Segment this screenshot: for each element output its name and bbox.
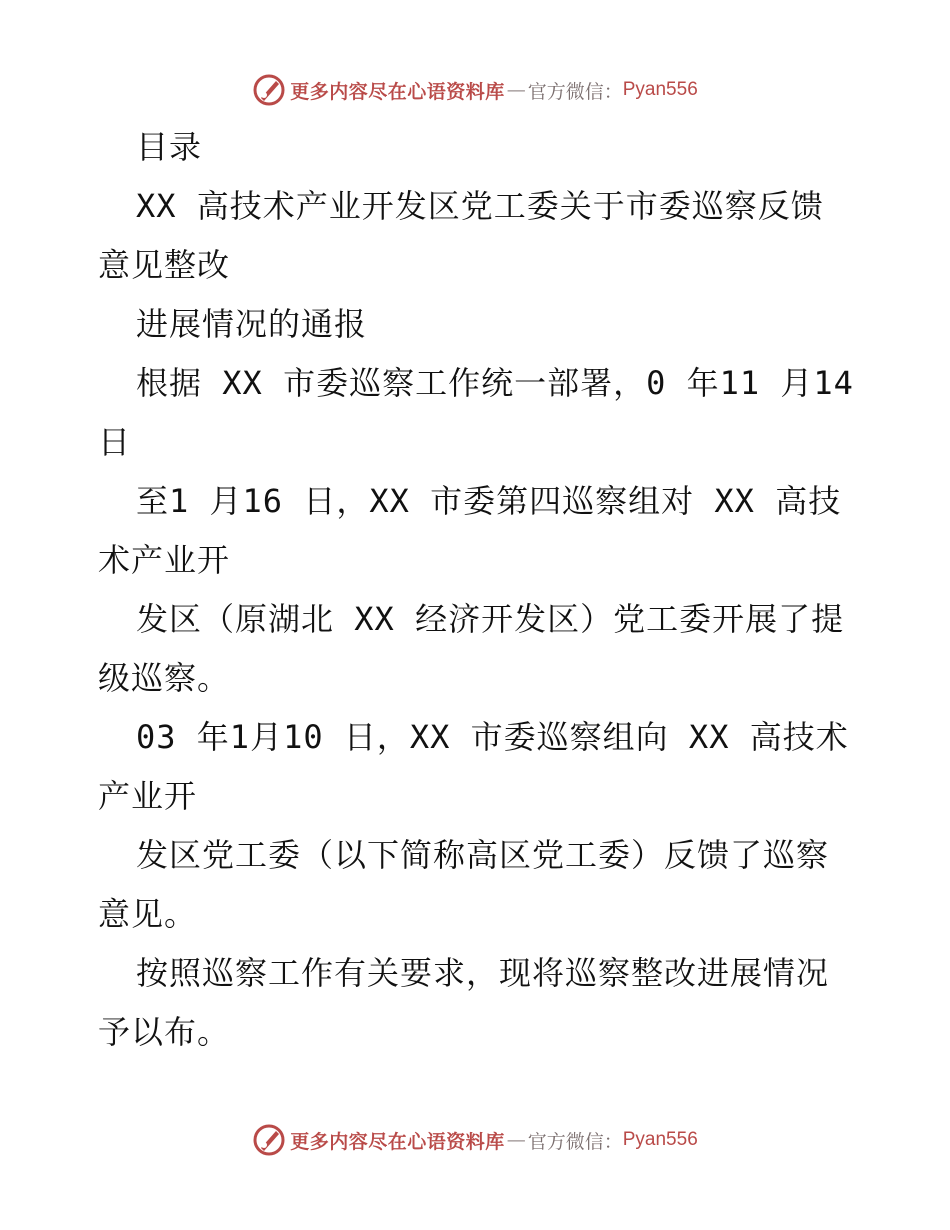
title-line-1: XX 高技术产业开发区党工委关于市委巡察反馈 bbox=[136, 187, 824, 225]
footer-wechat-id: Pyan556 bbox=[622, 1129, 698, 1150]
footer-banner bbox=[0, 1120, 950, 1160]
footer-wechat-label: 官方微信： bbox=[527, 1130, 623, 1153]
paragraph-line: 予以布。 bbox=[98, 1013, 231, 1051]
title-line-3: 进展情况的通报 bbox=[136, 305, 368, 343]
header-wechat-id: Pyan556 bbox=[622, 79, 698, 100]
document-body bbox=[98, 118, 858, 1062]
paragraph-line: 产业开 bbox=[98, 777, 198, 815]
paragraph-line: 根据 XX 市委巡察工作统一部署，0 年11 月14 bbox=[136, 364, 854, 402]
paragraph-line: 术产业开 bbox=[98, 541, 231, 579]
header-brand-text: 更多内容尽在心语资料库 bbox=[290, 80, 505, 103]
footer-brand-text: 更多内容尽在心语资料库 bbox=[290, 1130, 505, 1153]
paragraph-line: 意见。 bbox=[98, 895, 198, 933]
header-wechat-label: 官方微信： bbox=[527, 80, 623, 103]
paragraph-line: 03 年1月10 日，XX 市委巡察组向 XX 高技术 bbox=[136, 718, 849, 756]
header-separator: — bbox=[506, 79, 526, 101]
paragraph-line: 发区（原湖北 XX 经济开发区）党工委开展了提 bbox=[136, 600, 845, 638]
paragraph-line: 发区党工委（以下简称高区党工委）反馈了巡察 bbox=[136, 836, 830, 874]
footer-separator: — bbox=[506, 1129, 526, 1151]
paragraph-line: 日 bbox=[98, 423, 132, 461]
pen-logo-icon bbox=[252, 1123, 286, 1157]
paragraph-line: 按照巡察工作有关要求，现将巡察整改进展情况 bbox=[136, 954, 830, 992]
paragraph-line: 级巡察。 bbox=[98, 659, 231, 697]
toc-heading: 目录 bbox=[136, 128, 203, 166]
pen-logo-icon bbox=[252, 73, 286, 107]
title-line-2: 意见整改 bbox=[98, 246, 231, 284]
paragraph-line: 至1 月16 日，XX 市委第四巡察组对 XX 高技 bbox=[136, 482, 842, 520]
header-banner bbox=[0, 70, 950, 110]
